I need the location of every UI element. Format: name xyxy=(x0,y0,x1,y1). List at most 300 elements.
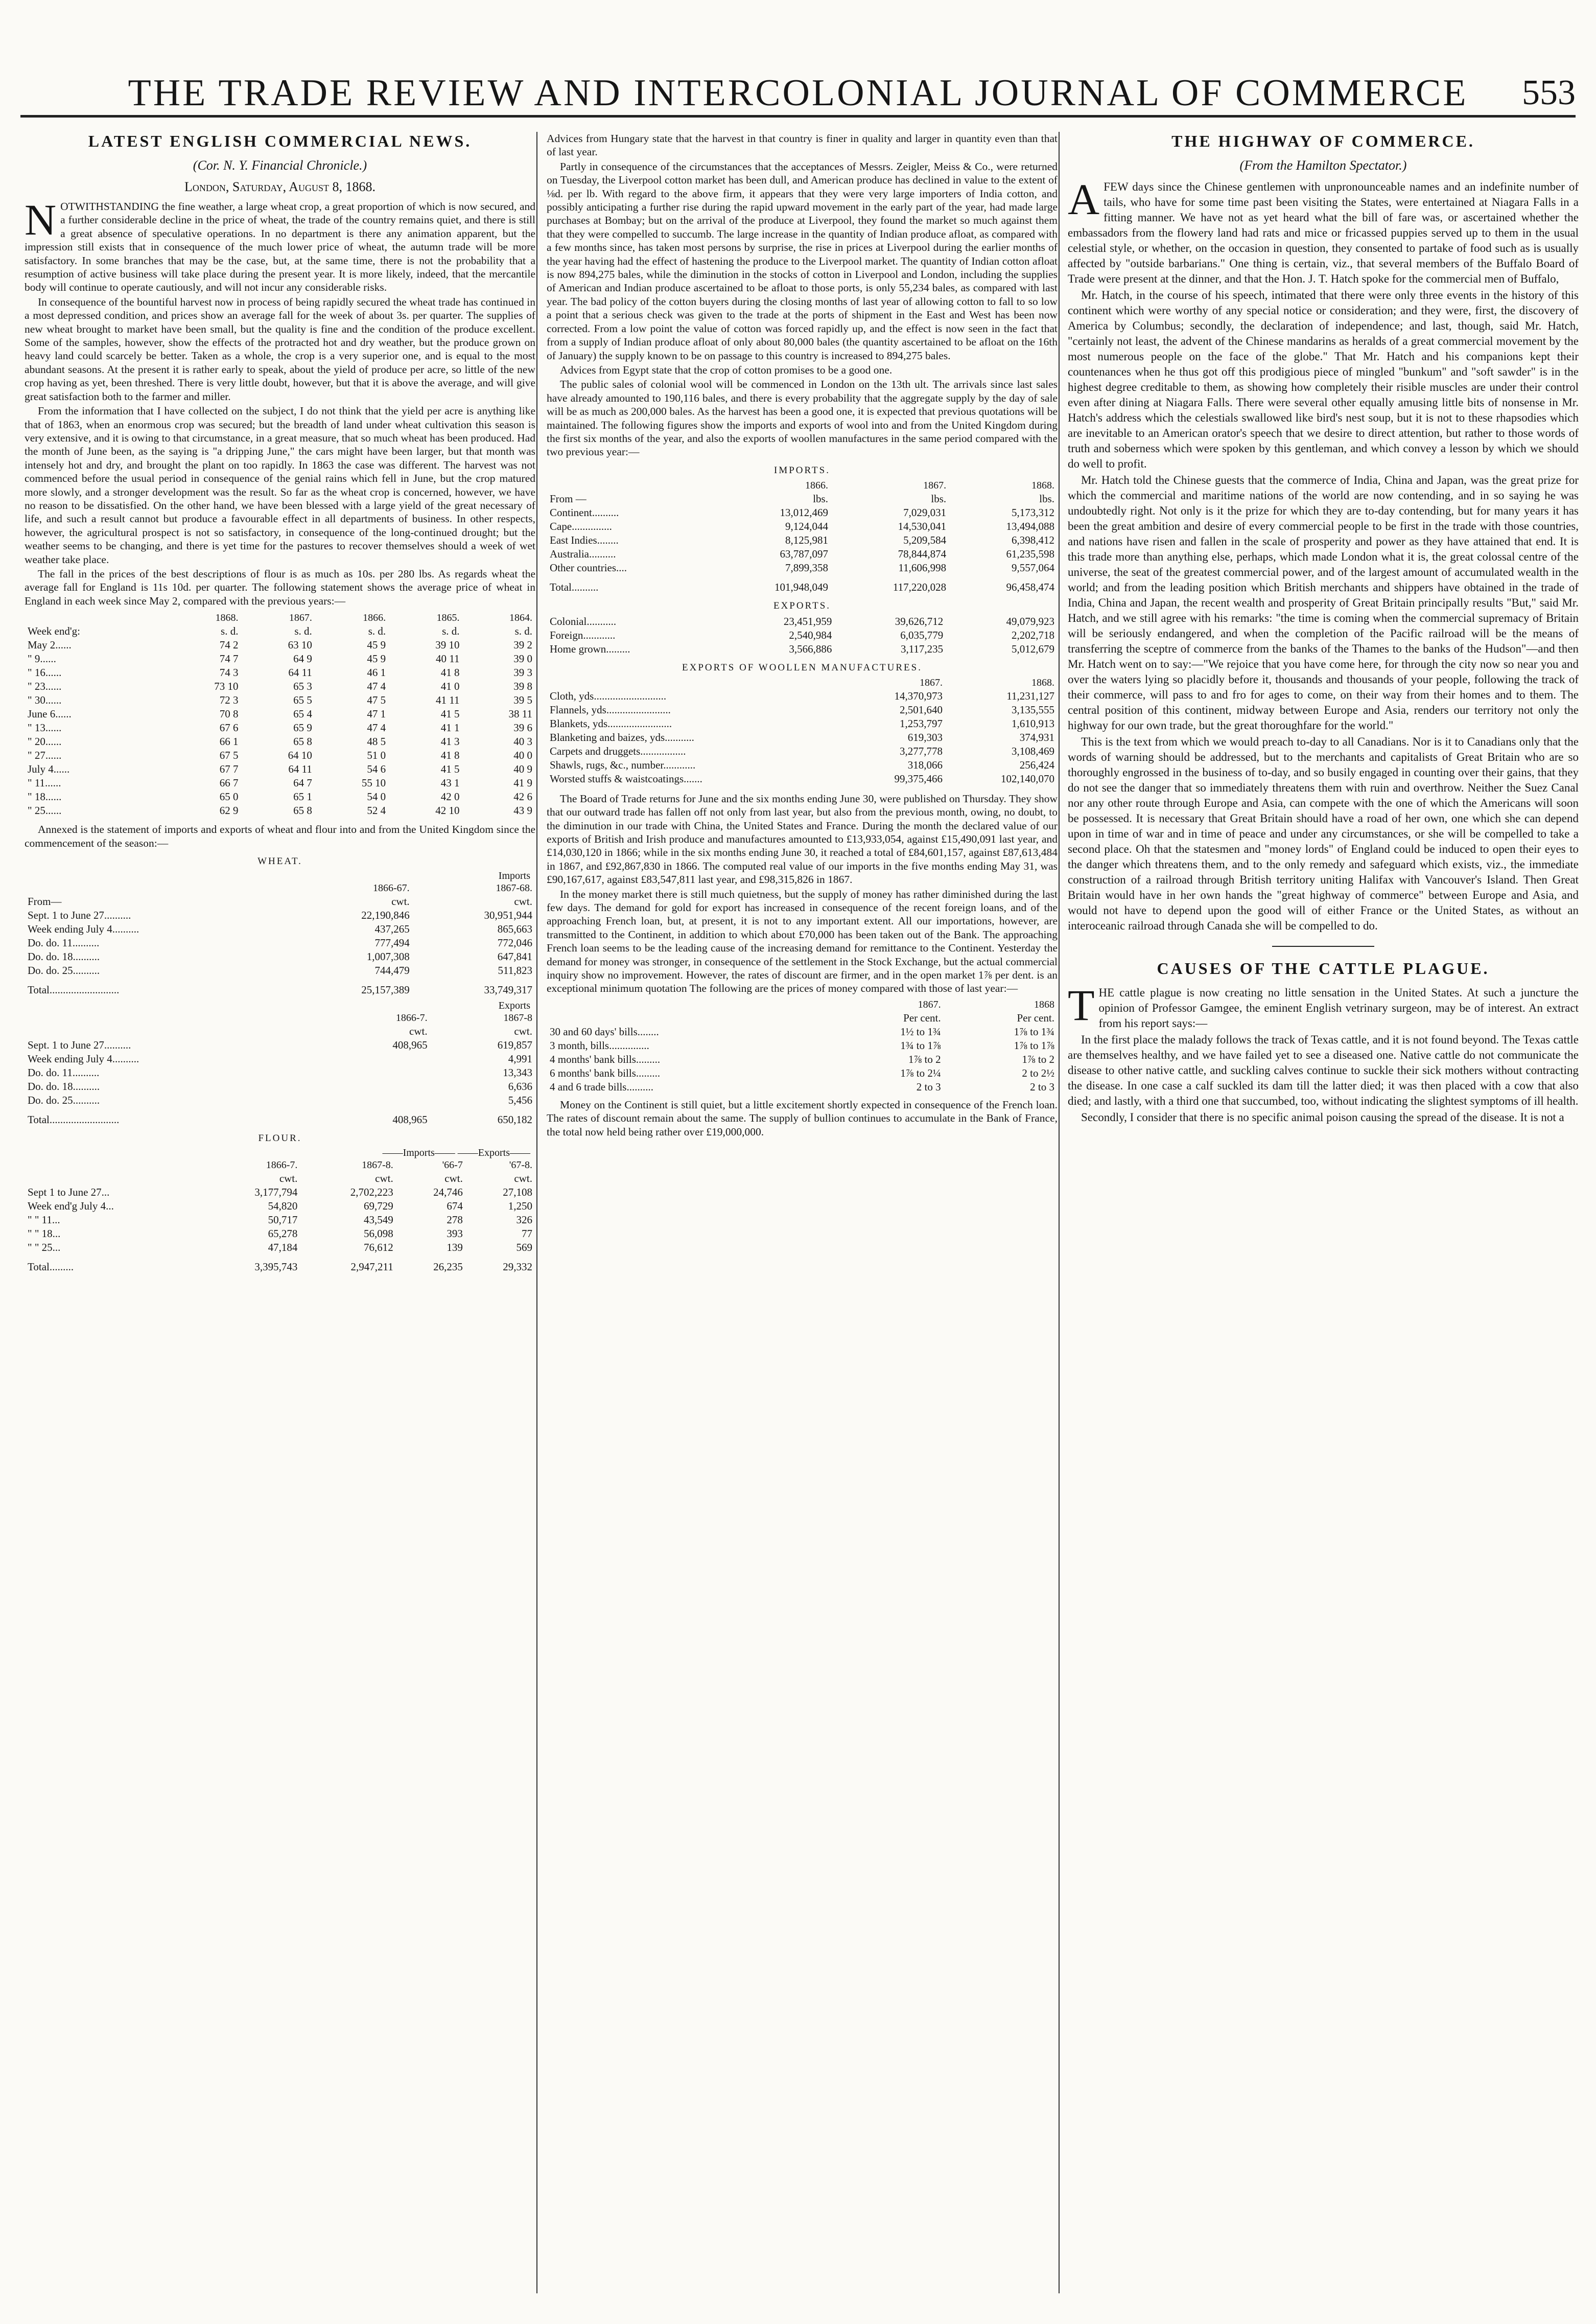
table-cell: 47 4 xyxy=(367,722,386,734)
table-cell: 74 7 xyxy=(219,653,239,665)
table-row xyxy=(25,749,535,762)
paragraph: Mr. Hatch, in the course of his speech, intimated that there were only three events in the history of this continent which were worthy of any special notice or consideration; and they were, first, the discovery of America by Columbus; secondly, the declaration of independence; and last, though, said Mr. Hatch, "certainly not least, the advent of the Chinese mandarins as heralds of a great commercial movement by the most numerous people on the face of the globe." That Mr. Hatch and his companions kept their countenances when he thus got off this prodigious piece of mingled "bunkum" and "soft sawder" is in the highest degree creditable to them, as showing how completely their risible muscles are under their control even after dining at Niagara Falls. There were several other equally amusing little bits of nonsense in Mr. Hatch's address which the celestials swallowed like bird's nest soup, but it is not to these rhapsodies which are inevitable to an American orator's speech that we desire to direct attention, but rather to those words of truth and soberness which were spoken by this gentleman, and which convey a lesson by which we should do well to profit. xyxy=(1068,289,1579,470)
table-cell: 1½ to 1¾ xyxy=(900,1025,941,1038)
paragraph: From the information that I have collected on the subject, I do not think that the yield per acre is anything like that of 1863, when an enormous crop was secured; but the breadth of land under wheat cultivation this season is very extensive, and it is owing to that circumstance, in a great measure, that so much wheat has been produced. Had the month of June been, as the saying is "a dripping June," the cars might have been larger, but that month was intensely hot and dry, and brought the plant on too rapidly. In 1863 the case was different. The harvest was not commenced before the usual period in consequence of the genial rains which fell in June, but the crop matured more slowly, and a stronger development was the result. So far as the wheat crop is concerned, however, we have no reason to be dissatisfied. On the other hand, we have been blessed with a large yield of the great necessary of life, and such a result cannot but produce a favourable effect in all departments of business. In other respects, however, the agricultural prospect is not so satisfactory, in consequence of the long-continued drought; but the weather seems to be changing, and there is yet time for the pastures to recover themselves should a week of wet weather take place. xyxy=(25,405,535,566)
table-cell: Foreign............ xyxy=(550,629,616,641)
table-cell: Blanketing and baizes, yds........... xyxy=(550,731,694,743)
table-cell: 50,717 xyxy=(268,1214,298,1226)
table-cell: 39 6 xyxy=(513,722,532,734)
table-cell: 2,202,718 xyxy=(1012,629,1054,641)
table-row xyxy=(25,922,535,936)
table-cell: Blankets, yds........................ xyxy=(550,717,672,730)
table-cell: 56,098 xyxy=(363,1227,393,1240)
table-cell: 5,456 xyxy=(508,1094,532,1106)
table-cell: 13,012,469 xyxy=(780,506,828,519)
group-caption: ——Imports—— ——Exports—— xyxy=(382,1147,530,1158)
table-cell: 73 10 xyxy=(214,680,239,693)
table-cell xyxy=(325,1094,430,1107)
table-cell: 6,636 xyxy=(508,1080,532,1093)
table-row xyxy=(25,909,535,922)
paragraph: Annexed is the statement of imports and exports of wheat and flour into and from the United Kingdom since the commencement of the season:— xyxy=(25,823,535,849)
table-cell: 42 10 xyxy=(435,804,460,817)
wheat-exports-table: 1866-7. 1867-8 cwt. cwt. Sept. 1 to June 27.......... 408,965 619,857 Week ending July 4.......... 4,991 Do. do. 11.......... 13,343 Do. do. 18.......... 6,636 Do. do. 25.......... 5,456 Total.......................... 408,965 650,182 xyxy=(25,1012,535,1127)
table-cell: " 11...... xyxy=(28,777,61,789)
table-cell: Sept. 1 to June 27.......... xyxy=(28,909,131,921)
money-rates-table: 1867. 1868 Per cent. Per cent. 30 and 60 days' bills........ 1½ to 1¾ 1⅞ to 1¾ 3 month, bills............... 1¾ to 1⅞ 1⅞ to 1⅞ 4 months' bank bills......... 1⅞ to 2 1⅞ to 2 6 months' bank bills......... 1⅞ to 2¼ 2 to 2½ 4 and 6 trade bills.......... 2 to 3 2 to 3 xyxy=(547,998,1058,1094)
table-row xyxy=(25,1199,535,1213)
table-cell: 9,124,044 xyxy=(785,520,828,532)
table-body xyxy=(25,638,535,818)
table-cell: 54,820 xyxy=(268,1200,298,1212)
article-heading: THE HIGHWAY OF COMMERCE. xyxy=(1171,132,1475,150)
table-cell: 51 0 xyxy=(367,749,386,762)
table-cell: 41 1 xyxy=(440,722,460,734)
table-row xyxy=(25,1066,535,1080)
table-cell: Continent.......... xyxy=(550,506,619,519)
table-cell: 63,787,097 xyxy=(780,547,828,560)
page-number: 553 xyxy=(1522,73,1576,112)
table-cell: 1⅞ to 2 xyxy=(908,1053,941,1065)
table-total-row: Total......... 3,395,743 2,947,211 26,235 29,332 xyxy=(28,1261,532,1273)
table-header-row: 1868. 1867. 1866. 1865. 1864. xyxy=(215,612,532,624)
table-cell: 1⅞ to 1¾ xyxy=(1014,1025,1054,1038)
table-cell: 39 8 xyxy=(513,680,532,693)
table-cell: 326 xyxy=(516,1214,532,1226)
table-row xyxy=(547,506,1058,520)
table-row xyxy=(547,717,1058,731)
table-cell: 8,125,981 xyxy=(785,533,828,546)
table-cell: Week ending July 4.......... xyxy=(28,923,139,935)
table-row xyxy=(25,776,535,790)
table-row xyxy=(547,772,1058,786)
table-cell: Do. do. 25.......... xyxy=(28,1094,100,1106)
table-cell: 99,375,466 xyxy=(894,772,943,785)
table-cell: 13,494,088 xyxy=(1006,520,1054,532)
table-cell xyxy=(325,1052,430,1066)
table-row xyxy=(547,703,1058,717)
article-source: (From the Hamilton Spectator.) xyxy=(1239,158,1407,173)
table-cell xyxy=(325,1080,430,1094)
table-cell: " 13...... xyxy=(28,722,62,734)
table-cell: 23,451,959 xyxy=(783,615,832,628)
article-heading: LATEST ENGLISH COMMERCIAL NEWS. xyxy=(88,132,472,150)
table-cell: 569 xyxy=(516,1241,532,1253)
table-cell: 49,079,923 xyxy=(1006,615,1054,628)
table-cell: 511,823 xyxy=(498,964,532,977)
table-cell: 408,965 xyxy=(392,1039,428,1051)
table-row xyxy=(547,520,1058,533)
table-cell: 64 11 xyxy=(288,666,312,679)
table-cell: 40 9 xyxy=(513,763,532,776)
table-cell: " 25...... xyxy=(28,804,62,817)
table-row xyxy=(25,950,535,964)
table-cell: 772,046 xyxy=(497,937,532,949)
table-cell: 1⅞ to 2¼ xyxy=(900,1066,941,1079)
table-cell: 62 9 xyxy=(219,804,239,817)
table-cell: 1⅞ to 1⅞ xyxy=(1014,1039,1054,1052)
table-cell: " " 11... xyxy=(28,1214,60,1226)
table-cell: 64 9 xyxy=(293,653,312,665)
table-row xyxy=(25,1080,535,1094)
table-row xyxy=(547,731,1058,745)
table-title: FLOUR. xyxy=(258,1133,302,1144)
table-row xyxy=(547,758,1058,772)
table-row xyxy=(547,1039,1058,1053)
table-cell: 1,250 xyxy=(508,1200,532,1212)
article-source: (Cor. N. Y. Financial Chronicle.) xyxy=(193,158,367,173)
table-cell: 41 8 xyxy=(440,666,460,679)
table-cell: 30 and 60 days' bills........ xyxy=(550,1025,659,1038)
flour-table: 1866-7. 1867-8. '66-7 '67-8. cwt. cwt. cwt. cwt. Sept 1 to June 27... 3,177,794 2,702,223 24,746 27,108 Week end'g July 4... 54,820 69,729 674 1,250 " " 11... 50,717 43,549 278 326 " " 18... 65,278 56,098 393 77 " " 25... 47,184 76,612 139 569 Total......... 3,395,743 2,947,211 26,235 29,332 xyxy=(25,1159,535,1274)
table-cell: 2,702,223 xyxy=(350,1186,393,1198)
paragraph: The Board of Trade returns for June and the six months ending June 30, were published on Thursday. They show that our outward trade has fallen off not only from last year, but also from the previous month, owing, no doubt, to the diminution in our trade with China, the United States and France. During the month the declared value of our exports of British and Irish produce and manufactures amounted to £13,933,054, against £15,490,091 last year, and £14,030,120 in 1866; while in the six months ending June 30, it reached a total of £84,601,157, against £87,613,484 in 1867, and £92,867,830 in 1866. The computed real value of our imports in the five months ending May 31, was £90,167,617, against £83,547,811 last year, and £98,315,826 in 1867. xyxy=(547,792,1058,886)
table-cell: 63 10 xyxy=(288,639,312,652)
table-cell: 65 8 xyxy=(293,804,312,817)
drop-cap: A xyxy=(1068,175,1100,224)
table-cell: 77 xyxy=(522,1227,532,1240)
paragraph: The fall in the prices of the best descriptions of flour is as much as 10s. per 280 lbs. As regards wheat the average fall for England is 11s 10d. per quarter. The following statement shows the average price of wheat in England in each week since May 2, compared with the previous years:— xyxy=(25,567,535,607)
table-cell: Week end'g July 4... xyxy=(28,1200,114,1212)
table-cell: 437,265 xyxy=(374,923,410,935)
table-cell: 41 0 xyxy=(440,680,460,693)
table-total-row: Total.......................... 408,965 650,182 xyxy=(28,1113,532,1126)
table-cell: 3,117,235 xyxy=(900,642,944,655)
table-cell: 39,626,712 xyxy=(895,615,944,628)
table-cell: 1,007,308 xyxy=(366,950,410,963)
table-cell: 54 6 xyxy=(367,763,386,776)
table-cell: 66 1 xyxy=(219,735,239,748)
group-caption: Exports xyxy=(498,1000,530,1011)
table-row xyxy=(25,762,535,776)
table-cell: Week ending July 4.......... xyxy=(28,1053,139,1065)
table-cell: 14,530,041 xyxy=(898,520,947,532)
dateline: London, Saturday, August 8, 1868. xyxy=(184,179,376,194)
table-cell: 42 6 xyxy=(513,791,532,803)
table-cell: 47,184 xyxy=(268,1241,298,1253)
column-3 xyxy=(1068,132,1579,2309)
table-cell: 46 1 xyxy=(367,666,386,679)
column-rule xyxy=(536,132,537,2293)
journal-title: THE TRADE REVIEW AND INTERCOLONIAL JOURNAL OF COMMERCE xyxy=(128,72,1468,114)
table-cell: 67 5 xyxy=(219,749,239,762)
table-cell: 7,029,031 xyxy=(903,506,947,519)
table-cell: 5,209,584 xyxy=(903,533,947,546)
table-row xyxy=(25,652,535,666)
table-cell: " " 25... xyxy=(28,1241,61,1253)
table-cell: 619,857 xyxy=(497,1039,532,1051)
table-cell: 47 1 xyxy=(367,708,386,721)
table-cell: 647,841 xyxy=(497,950,532,963)
column-2 xyxy=(547,132,1058,2309)
table-cell: 3,108,469 xyxy=(1012,745,1054,757)
table-cell: 65 8 xyxy=(293,735,312,748)
table-cell: Do. do. 11.......... xyxy=(28,1066,100,1079)
table-cell: 64 7 xyxy=(293,777,312,789)
table-row xyxy=(547,547,1058,561)
table-cell: 777,494 xyxy=(374,937,410,949)
table-cell: Do. do. 25.......... xyxy=(28,964,100,977)
table-title: EXPORTS OF WOOLLEN MANUFACTURES. xyxy=(682,662,922,673)
table-row xyxy=(547,1053,1058,1066)
table-cell: Australia.......... xyxy=(550,547,616,560)
article-heading: CAUSES OF THE CATTLE PLAGUE. xyxy=(1157,959,1490,978)
table-cell: July 4...... xyxy=(28,763,70,776)
table-row xyxy=(25,1186,535,1199)
table-cell: 43,549 xyxy=(363,1214,393,1226)
table-row xyxy=(25,964,535,978)
table-cell: 64 11 xyxy=(288,763,312,776)
table-cell xyxy=(325,1066,430,1080)
table-cell: 2,501,640 xyxy=(900,703,943,716)
table-cell: 74 3 xyxy=(219,666,239,679)
table-row xyxy=(25,804,535,818)
table-cell: Do. do. 11.......... xyxy=(28,937,100,949)
table-cell: 1⅞ to 2 xyxy=(1022,1053,1054,1065)
table-cell: 41 9 xyxy=(513,777,532,789)
table-cell: 41 5 xyxy=(440,708,460,721)
table-cell: 72 3 xyxy=(219,694,239,707)
table-cell: 14,370,973 xyxy=(894,689,943,702)
table-row xyxy=(25,693,535,707)
table-cell: 39 0 xyxy=(513,653,532,665)
table-cell: 41 8 xyxy=(440,749,460,762)
table-cell: 55 10 xyxy=(361,777,386,789)
table-cell: 41 11 xyxy=(436,694,460,707)
table-cell: 4,991 xyxy=(508,1053,532,1065)
table-cell: 102,140,070 xyxy=(1001,772,1054,785)
table-row xyxy=(25,666,535,680)
table-cell: " 20...... xyxy=(28,735,62,748)
table-cell: 674 xyxy=(447,1200,463,1212)
table-cell: Do. do. 18.......... xyxy=(28,1080,100,1093)
drop-cap: T xyxy=(1068,981,1095,1030)
table-row xyxy=(547,561,1058,575)
table-row xyxy=(25,1213,535,1227)
table-cell: 744,479 xyxy=(374,964,410,977)
table-cell: 4 and 6 trade bills.......... xyxy=(550,1080,653,1093)
table-row xyxy=(25,1038,535,1052)
paragraph: NOTWITHSTANDING the fine weather, a large wheat crop, a great proportion of which is now secured, and a further considerable decline in the price of wheat, the trade of the country remains quiet, and there is still a great absence of speculative operations. In no department is there any animation apparent, but the impression still exists that in consequence of the much lower price of wheat, the autumn trade will be more satisfactory. In some branches that may be the case, but, at the same time, there is not the probability that a resumption of active business will take place during the present year. It is more likely, indeed, that the mercantile body will continue to operate cautiously, and will not incur any considerable risks. xyxy=(25,195,535,294)
table-cell: 2 to 2½ xyxy=(1022,1066,1054,1079)
table-total-row: Total.......................... 25,157,389 33,749,317 xyxy=(28,984,532,996)
table-cell: 78,844,874 xyxy=(898,547,947,560)
table-cell: 7,899,358 xyxy=(785,561,828,574)
paragraph: Partly in consequence of the circumstances that the acceptances of Messrs. Zeigler, Meiss & Co., were returned on Tuesday, the Liverpool cotton market has been dull, and American produce has declined in value to the extent of ⅛d. per lb. With regard to the above firm, it appears that they were very large importers of India cotton, and possibly anticipating a further rise during the rapid upward movement in the early part of the year, had made large purchases at Bombay; but on the arrival of the produce at Liverpool, they found the market so much against them that they were compelled to succumb. The large increase in the quantity of Indian produce afloat, as compared with a few months since, has taken most persons by surprise, the rise in prices at Liverpool during the earlier months of the year having had the effect of hastening the produce to the Liverpool market. The quantity of Indian cotton afloat is now 894,275 bales, while the diminution in the stocks of cotton in Liverpool and London, including the supplies of American and Indian produce ascertained to be afloat to those ports, is only 55,234 bales, as compared with last year. The bad policy of the cotton buyers during the closing months of last year of allowing cotton to fall to so low a point that a serious check was given to the trade at the ports of shipment in the East and West has been now corrected. From a low point the value of cotton was forced rapidly up, and the effect is now seen in the fact that from a supply of Indian produce afloat of only about 80,000 bales (the quantity ascertained to be afloat on the 16th of January) the supply known to be on passage to this country is increased to 894,275 bales. xyxy=(547,160,1058,362)
table-row xyxy=(547,1066,1058,1080)
table-row xyxy=(547,642,1058,656)
table-cell: 139 xyxy=(447,1241,463,1253)
table-cell: 393 xyxy=(447,1227,463,1240)
table-cell: East Indies........ xyxy=(550,533,619,546)
column-rule xyxy=(1059,132,1060,2293)
table-cell: 278 xyxy=(447,1214,463,1226)
table-cell: 47 4 xyxy=(367,680,386,693)
drop-cap: N xyxy=(25,195,57,244)
section-divider xyxy=(1272,946,1374,947)
table-cell: 65 0 xyxy=(219,791,239,803)
table-cell: 3,566,886 xyxy=(789,642,832,655)
table-title: IMPORTS. xyxy=(774,464,830,476)
table-cell: 39 3 xyxy=(513,666,532,679)
table-cell: 3 month, bills............... xyxy=(550,1039,649,1052)
wheat-imports-table: 1866-67. 1867-68. From— cwt. cwt. Sept. 1 to June 27.......... 22,190,846 30,951,944 Week ending July 4.......... 437,265 865,663 Do. do. 11.......... 777,494 772,046 Do. do. 18.......... 1,007,308 647,841 Do. do. 25.......... 744,479 511,823 Total.......................... 25,157,389 33,749,317 xyxy=(25,882,535,997)
table-cell: 65 5 xyxy=(293,694,312,707)
table-cell: 6,035,779 xyxy=(900,629,944,641)
table-cell: 65 3 xyxy=(293,680,312,693)
table-cell: 30,951,944 xyxy=(484,909,532,921)
table-cell: 43 9 xyxy=(513,804,532,817)
table-cell: Flannels, yds........................ xyxy=(550,703,671,716)
table-cell: 3,177,794 xyxy=(254,1186,298,1198)
table-cell: 67 7 xyxy=(219,763,239,776)
table-cell: " 9...... xyxy=(28,653,56,665)
table-cell: 865,663 xyxy=(497,923,532,935)
table-title: EXPORTS. xyxy=(773,600,831,611)
table-cell: 1¾ to 1⅞ xyxy=(900,1039,941,1052)
table-cell: 9,557,064 xyxy=(1012,561,1054,574)
table-cell: 41 5 xyxy=(440,763,460,776)
paragraph: The public sales of colonial wool will be commenced in London on the 13th ult. The arrivals since last sales have already amounted to 190,116 bales, and there is every probability that the aggregate supply by the day of sale will be as much as 200,000 bales. As the harvest has been a good one, it is expected that previous quotations will be maintained. The following figures show the imports and exports of wool into and from the United Kingdom during the first six months of the year, and also the exports of woollen manufactures in the same period compared with the two previous year:— xyxy=(547,378,1058,458)
table-cell: 27,108 xyxy=(503,1186,532,1198)
table-cell: " " 18... xyxy=(28,1227,61,1240)
table-cell: 11,231,127 xyxy=(1006,689,1054,702)
table-title: WHEAT. xyxy=(257,856,302,867)
table-cell: 65 1 xyxy=(293,791,312,803)
paragraph: This is the text from which we would preach to-day to all Canadians. Nor is it to Canadians only that the words of warning should be addressed, but to the merchants and capitalists of Great Britain who are so thoroughly engrossed in the business of to-day, and so busily engaged in counting over their gains, that they do not see the danger that so immediately threatens them with ruin and overthrow. Neither the Suez Canal nor any other route through Europe and Asia, can compete with the one of which the Americans will soon be possessed. It is necessary that Great Britain should have a road of her own, one which she can depend upon in time of war and in time of peace and under any circumstances, or she will be compelled to take a second place. Oh that the statesmen and "money lords" of England could be induced to open their eyes to the danger which threatens them, and to the only remedy and safeguard which exists, viz., the immediate construction of a railroad through British territory uniting Halifax with Vancouver's Island. Then Great Britain would have in her own hands the "great highway of commerce" between Europe and Asia, and would not have to depend upon the good will of either France or the United States, as without an interoceanic railroad through Canada she will be compelled to do. xyxy=(1068,735,1579,932)
wheat-price-table xyxy=(25,612,535,818)
table-cell: 6 months' bank bills......... xyxy=(550,1066,661,1079)
table-cell: 11,606,998 xyxy=(898,561,947,574)
table-row xyxy=(25,1094,535,1107)
masthead xyxy=(20,15,1576,118)
table-total-row: Total.......... 101,948,049 117,220,028 96,458,474 xyxy=(550,580,1054,593)
table-cell: 1,610,913 xyxy=(1012,717,1054,730)
paragraph: AFEW days since the Chinese gentlemen with unpronounceable names and an indefinite number of tails, who have for some time past been visiting the States, were entertained at Niagara Falls in a fitting manner. We have not as yet heard what the bill of fare was, or ascertained whether the embassadors from the flowery land had rats and mice or fricassed puppies served up to them in the usual celestial style, or whether, on the occasion in question, they consented to partake of food such as is usually affected by "outside barbarians." One thing is certain, viz., that several members of the Buffalo Board of Trade were present at the dinner, and that the Hon. J. T. Hatch spoke for the commercial men of Buffalo, xyxy=(1068,175,1579,285)
table-row xyxy=(25,1227,535,1241)
group-caption: Imports xyxy=(498,870,530,881)
table-cell: 5,012,679 xyxy=(1012,642,1054,655)
table-cell: 4 months' bank bills......... xyxy=(550,1053,661,1065)
table-row xyxy=(25,680,535,693)
table-row xyxy=(25,1241,535,1254)
table-cell: 54 0 xyxy=(367,791,386,803)
table-cell: 65 9 xyxy=(293,722,312,734)
table-cell: 69,729 xyxy=(363,1200,393,1212)
table-cell: 2 to 3 xyxy=(916,1080,941,1093)
woollen-exports-table: 1867. 1868. Cloth, yds........................... 14,370,973 11,231,127 Flannels, yds........................ 2,501,640 3,135,555 Blankets, yds........................ 1,253,797 1,610,913 Blanketing and baizes, yds........... 619,303 374,931 Carpets and druggets................. 3,277,778 3,108,469 Shawls, rugs, &c., number............ 318,066 256,424 Worsted stuffs & waistcoatings....... 99,375,466 102,140,070 xyxy=(547,677,1058,786)
table-cell: Shawls, rugs, &c., number............ xyxy=(550,758,696,771)
table-cell: 43 1 xyxy=(440,777,460,789)
table-cell: 47 5 xyxy=(367,694,386,707)
table-cell: 70 8 xyxy=(219,708,239,721)
table-cell: Sept 1 to June 27... xyxy=(28,1186,110,1198)
table-cell: 13,343 xyxy=(503,1066,532,1079)
table-row xyxy=(547,533,1058,547)
column-1 xyxy=(25,132,535,2309)
paragraph: Mr. Hatch told the Chinese guests that the commerce of India, China and Japan, was the great prize for which the commercial and maritime nations of the world are now contending, and in so saying he was undoubtedly right. Not only is it the prize for which they are to-day contending, but for many years it has been the great ambition and desire of every commercial people to be first in the trade with those countries, and nations have risen and fallen in the scale of prosperity and power as they have attained that end. It is this trade more than anything else, perhaps, which made London what it is, the great colossal centre of the universe, the seat of the greatest commercial power, and of the largest amount of accumulated wealth in the world; and from the leading position which British merchants and shippers have obtained in the trade of India, China and Japan, the recent wealth and prosperity of Great Britain principally results "But," said Mr. Hatch, and we still agree with his remarks: "the time is coming when the commercial supremacy of Britain will be seriously endangered, and when the completion of the Pacific railroad will be the means of transferring the sceptre of commerce from the banks of the Thames to the banks of the Hudson"—and then Mr. Hatch went on to say:—"We rejoice that you have come here, for through the city now so near you and over the waters lying so placidly before it, thousands and thousands of your people, following the track of their commerce, will pass to and fro for ages to come, on their way from their homes and to them. The central position of this continent, midway between Europe and Asia, renders our territory not only the highway for our own trade, but the great thoroughfare for the world." xyxy=(1068,474,1579,732)
table-cell: 39 5 xyxy=(513,694,532,707)
table-row xyxy=(25,1052,535,1066)
table-cell: 40 11 xyxy=(436,653,460,665)
table-cell: 1,253,797 xyxy=(900,717,943,730)
table-cell: Home grown......... xyxy=(550,642,630,655)
table-row xyxy=(25,707,535,721)
table-cell: " 16...... xyxy=(28,666,62,679)
table-cell: Cloth, yds........................... xyxy=(550,689,667,702)
table-cell: 6,398,412 xyxy=(1012,533,1054,546)
table-row xyxy=(547,615,1058,629)
paragraph: Advices from Egypt state that the crop of cotton promises to be a good one. xyxy=(560,363,893,376)
table-cell: 3,277,778 xyxy=(900,745,943,757)
table-cell: May 2...... xyxy=(28,639,72,652)
table-cell: 2,540,984 xyxy=(789,629,832,641)
table-cell: 61,235,598 xyxy=(1006,547,1054,560)
table-cell: 64 10 xyxy=(288,749,312,762)
table-cell: " 18...... xyxy=(28,791,62,803)
paragraph: THE cattle plague is now creating no little sensation in the United States. At such a juncture the opinion of Professor Gamgee, the eminent English vetrinary surgeon, may be of interest. An extract from his report says:— xyxy=(1068,981,1579,1030)
paragraph: Money on the Continent is still quiet, but a little excitement shortly expected in consequence of the French loan. The rates of discount remain about the same. The supply of bullion continues to accumulate in the Bank of France, the total now held being rather over £19,000,000. xyxy=(547,1098,1058,1138)
table-cell: 256,424 xyxy=(1019,758,1054,771)
table-cell: 65 4 xyxy=(293,708,312,721)
table-cell: 74 2 xyxy=(219,639,239,652)
table-cell: 2 to 3 xyxy=(1030,1080,1054,1093)
wool-exports-table xyxy=(547,615,1058,656)
table-row xyxy=(25,638,535,652)
table-row xyxy=(25,790,535,804)
table-cell: 5,173,312 xyxy=(1012,506,1054,519)
table-cell: 66 7 xyxy=(219,777,239,789)
table-cell: Sept. 1 to June 27.......... xyxy=(28,1039,131,1051)
table-cell: 41 3 xyxy=(440,735,460,748)
table-cell: " 23...... xyxy=(28,680,62,693)
table-cell: 45 9 xyxy=(367,639,386,652)
table-cell: Carpets and druggets................. xyxy=(550,745,686,757)
table-row xyxy=(547,1080,1058,1094)
paragraph: In the first place the malady follows the track of Texas cattle, and it is not found beyond. The Texas cattle are themselves healthy, and we have failed yet to see a diseased one. Native cattle do not communicate the disease to other native cattle, and suckling calves continue to suckle their sick mothers without contracting the disease. In one case a calf suckled its dam till the latter died; it was then placed with a cow that also died; and lastly, with a third one that succumbed, too, without indicating the slightest symptoms of ill health. xyxy=(1068,1033,1579,1107)
paragraph: In the money market there is still much quietness, but the supply of money has rather diminished during the last few days. The demand for gold for export has increased in consequence of the recent foreign loans, and of the approaching French loan, but, at present, it is not to any important extent. All our importations, however, are transmitted to the Continent, in addition to which about £70,000 has been taken out of the Bank. The approaching French loan seems to be the leading cause of the increasing demand for remittance to the Continent. Yesterday the demand for money was stronger, in consequence of the settlement in the Stock Exchange, but the actual commercial inquiry show no improvement. However, the rates of discount are firmer, and in the open market 1⅞ per dent. is an exceptional minimum quotation The following are the prices of money compared with those of last year:— xyxy=(547,888,1058,995)
table-row xyxy=(547,629,1058,642)
table-row xyxy=(547,1025,1058,1039)
table-row xyxy=(547,689,1058,703)
table-cell: 40 0 xyxy=(513,749,532,762)
table-cell: 22,190,846 xyxy=(361,909,410,921)
table-cell: 39 10 xyxy=(435,639,460,652)
table-cell: Cape............... xyxy=(550,520,612,532)
table-cell: 374,931 xyxy=(1019,731,1054,743)
table-cell: Colonial........... xyxy=(550,615,617,628)
table-cell: Other countries.... xyxy=(550,561,627,574)
table-cell: 40 3 xyxy=(513,735,532,748)
table-cell: 65,278 xyxy=(268,1227,298,1240)
paragraph: Secondly, I consider that there is no specific animal poison causing the spread of the disease. It is not a xyxy=(1081,1111,1564,1124)
table-cell: 52 4 xyxy=(367,804,386,817)
table-row xyxy=(25,735,535,749)
table-subheader-row: Week end'g: s. d. s. d. s. d. s. d. s. d. xyxy=(28,625,532,638)
table-row xyxy=(547,745,1058,758)
table-cell: Do. do. 18.......... xyxy=(28,950,100,963)
table-cell: 76,612 xyxy=(363,1241,393,1253)
table-cell: 48 5 xyxy=(367,735,386,748)
table-cell: 38 11 xyxy=(508,708,532,721)
table-cell: 318,066 xyxy=(907,758,943,771)
table-cell: 39 2 xyxy=(513,639,532,652)
table-cell: June 6...... xyxy=(28,708,72,721)
table-cell: 42 0 xyxy=(440,791,460,803)
table-row xyxy=(25,721,535,735)
wool-imports-table: 1866. 1867. 1868. From — lbs. lbs. lbs. Continent.......... 13,012,469 7,029,031 5,173,312 Cape............... 9,124,044 14,530,041 13,494,088 East Indies........ 8,125,981 5,209,584 6,398,412 Australia.......... 63,787,097 78,844,874 61,235,598 Other countries.... 7,899,358 11,606,998 9,557,064 Total.......... 101,948,049 117,220,028 96,458,474 xyxy=(547,479,1058,594)
paragraph: In consequence of the bountiful harvest now in process of being rapidly secured the wheat trade has continued in a most depressed condition, and prices show an average fall for the week of about 3s. per quarter. The supplies of new wheat brought to market have been small, but the quality is fine and the condition of the produce excellent. Some of the samples, however, show the effects of the protracted hot and dry weather, but the produce grown on heavy land could scarcely be better. Taken as a whole, the crop is a very superior one, and is equal to the most abundant seasons. At the present it is rather early to speak, about the yield of produce per acre, so little of the new crop having as yet, been threshed. There is very little doubt, however, but that it is above the average, and will give great satisfaction both to the farmer and miller. xyxy=(25,295,535,403)
table-cell: 45 9 xyxy=(367,653,386,665)
